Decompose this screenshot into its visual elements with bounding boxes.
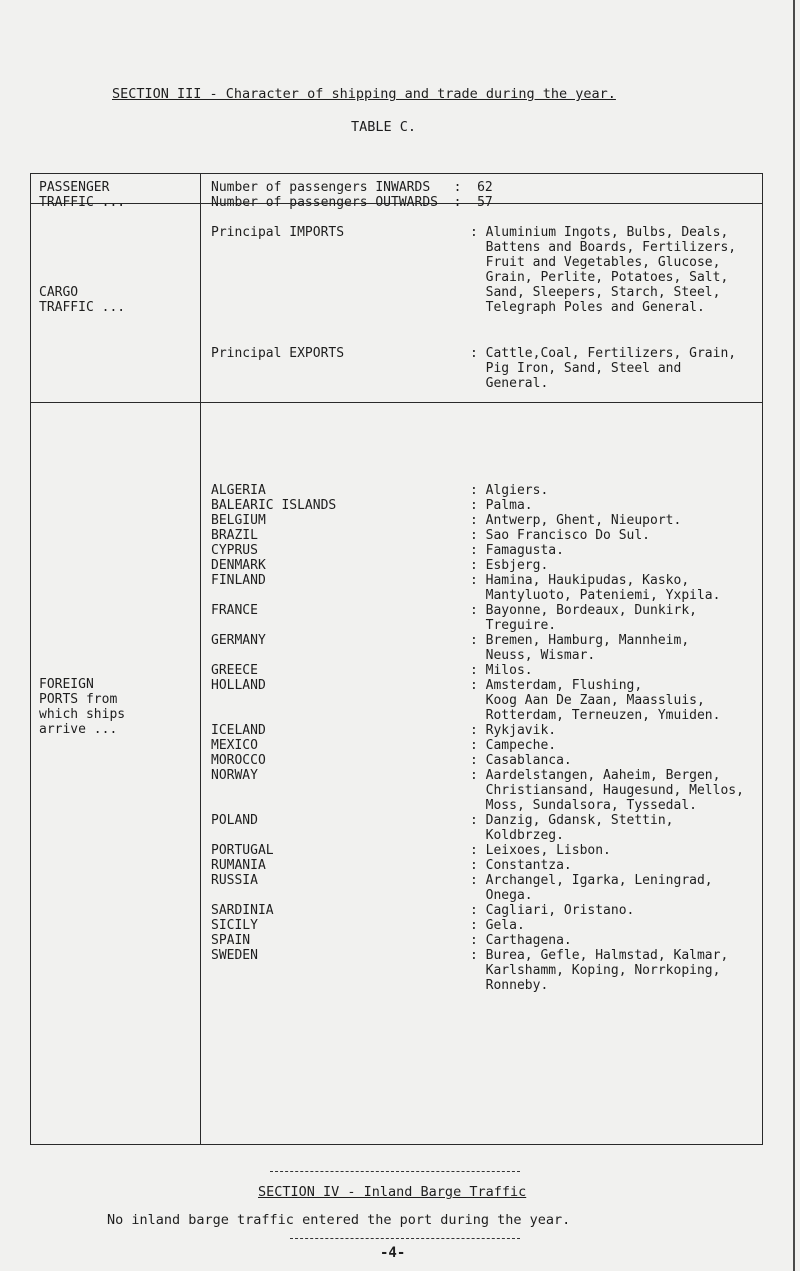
exports-label: Principal EXPORTS xyxy=(211,346,345,361)
foreign-ports-label: FOREIGN PORTS from which ships arrive ... xyxy=(39,677,126,737)
exports-value: : Cattle,Coal, Fertilizers, Grain, Pig Iron, Sand, Steel and General. xyxy=(470,346,737,391)
imports-label: Principal IMPORTS xyxy=(211,225,345,240)
row-divider xyxy=(30,402,762,403)
cargo-traffic-label: CARGO TRAFFIC ... xyxy=(39,285,126,315)
imports-value: : Aluminium Ingots, Bulbs, Deals, Battens and Boards, Fertilizers, Fruit and Vegetables, Glucose, Grain, Perlite, Potatoes, Salt, Sand, Sleepers, Starch, Steel, Telegraph Poles and General. xyxy=(470,225,737,315)
section-text: No inland barge traffic entered the port during the year. xyxy=(107,1212,571,1228)
table-left-rule xyxy=(30,173,31,1145)
table-caption: TABLE C. xyxy=(351,119,417,135)
table-bottom-rule xyxy=(30,1144,762,1145)
passenger-counts: Number of passengers INWARDS : 62 Number of passengers OUTWARDS : 57 xyxy=(211,180,493,210)
section-heading: SECTION III - Character of shipping and trade during the year. xyxy=(112,86,616,102)
ports-list: : Algiers. : Palma. : Antwerp, Ghent, Nieuport. : Sao Francisco Do Sul. : Famagusta. : Esbjerg. : Hamina, Haukipudas, Kasko, Mantyluoto, Pateniemi, Yxpila. : Bayonne, Bordeaux, Dunkirk, Treguire. : Bremen, Hamburg, Mannheim, Neuss, Wismar. : Milos. : Amsterdam, Flushing, Koog Aan De Zaan, Maassluis, Rotterdam, Terneuzen, Ymuiden. : Rykjavik. : Campeche. : Casablanca. : Aardelstangen, Aaheim, Bergen, Christiansand, Haugesund, Mellos, Moss, Sundalsora, Tyssedal. : Danzig, Gdansk, Stettin, Koldbrzeg. : Leixoes, Lisbon. : Constantza. : Archangel, Igarka, Leningrad, Onega. : Cagliari, Oristano. : Gela. : Carthagena. : Burea, Gefle, Halmstad, Kalmar, Karlshamm, Koping, Norrkoping, Ronneby. xyxy=(470,483,744,993)
page-number: -4- xyxy=(380,1245,406,1261)
table-top-rule xyxy=(30,173,762,174)
column-divider xyxy=(200,173,201,1145)
table-right-rule xyxy=(762,173,763,1145)
countries-list: ALGERIA BALEARIC ISLANDS BELGIUM BRAZIL CYPRUS DENMARK FINLAND FRANCE GERMANY GREECE HOLLAND ICELAND MEXICO MOROCCO NORWAY POLAND PORTUGAL RUMANIA RUSSIA SARDINIA SICILY SPAIN SWEDEN xyxy=(211,483,337,963)
section-heading: SECTION IV - Inland Barge Traffic xyxy=(258,1184,527,1200)
page-edge xyxy=(793,0,795,1271)
passenger-traffic-label: PASSENGER TRAFFIC ... xyxy=(39,180,126,210)
separator-line xyxy=(270,1171,520,1173)
separator-line xyxy=(290,1238,520,1240)
